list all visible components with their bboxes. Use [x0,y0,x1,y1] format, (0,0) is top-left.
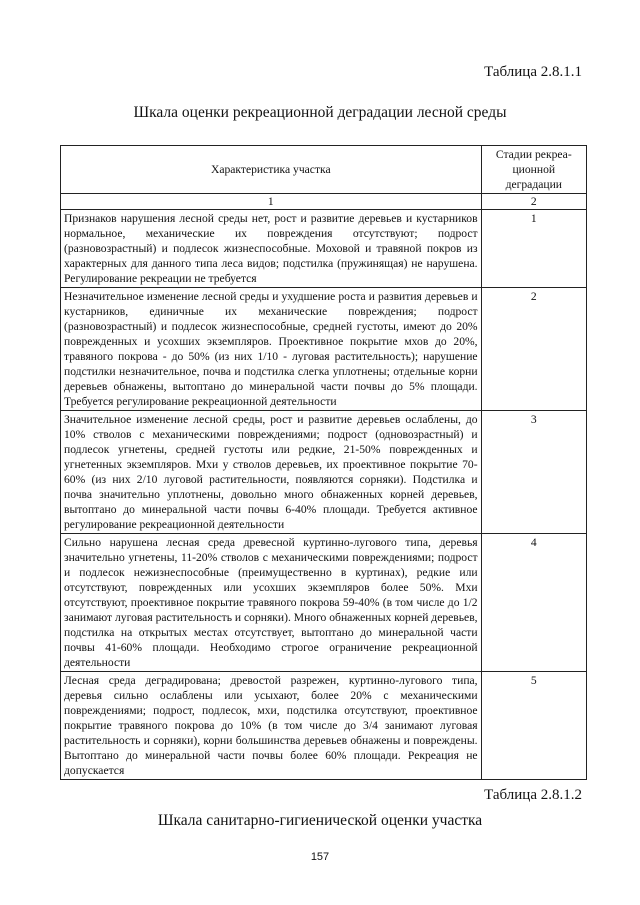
table-row [61,288,587,411]
row-stage: 4 [481,534,586,672]
table-number: Таблица 2.8.1.1 [484,64,582,80]
row-stage: 1 [481,210,586,288]
table-title-2: Шкала санитарно-гигиенической оценки участка [157,812,483,829]
table-header-row [61,146,587,194]
row-description: Сильно нарушена лесная среда древесной куртинно-лугового типа, деревья значительно угнетены, 11-20% стволов с механическими повреждениями; подрост и подлесок нежизнеспособные (преимущественно в куртинах), редкие или отсутствуют, поврежденных или усохших экземпляров более 50%. Мхи отсутствуют, проективное покрытие травяного покрова 59-40% (в том числе до 1/2 занимают луговая растительность и сорняки). Много обнаженных корней деревьев, подстилка на открытых местах отсутствует, вытоптано до минеральной части почвы 41-60% площади. Необходимо строгое ограничение рекреационной деятельности [61,534,482,672]
table-title: Шкала оценки рекреационной деградации лесной среды [133,104,507,121]
page-number: 157 [310,851,330,863]
table-row [61,411,587,534]
row-description: Незначительное изменение лесной среды и ухудшение роста и развития деревьев и кустарников, единичные их механические повреждения; подрост (разновозрастный) и подлесок жизнеспособные, средней густоты, имеют до 20% поврежденных и усохших экземпляров. Проективное покрытие мхов до 20%, травяного покрова - до 50% (из них 1/10 - луговая растительность); нарушение подстилки незначительное, почва и подстилка слегка уплотнены; отдельные корни деревьев обнажены, вытоптано до минеральной части почвы до 5% площади. Требуется регулирование рекреационной деятельности [61,288,482,411]
header-stage: Стадии рекреа-ционной деградации [481,146,586,194]
row-description: Значительное изменение лесной среды, рост и развитие деревьев ослаблены, до 10% стволов с механическими повреждениями; подрост (одновозрастный) и подлесок угнетены, средней густоты или редкие, 21-50% поврежденных и угнетенных экземпляров. Мхи у стволов деревьев, их проективное покрытие 70-60% (из них 2/10 луговой растительности, появляются сорняки). Подстилка и почва значительно уплотнены, довольно много обнаженных корней деревьев, вытоптано до минеральной части почвы 6-40% площади. Требуется активное регулирование рекреационной деятельности [61,411,482,534]
table-row [61,210,587,288]
table-row [61,672,587,780]
header-characteristic: Характеристика участка [61,146,482,194]
degradation-scale-table [60,145,587,780]
row-stage: 5 [481,672,586,780]
column-index-row [61,194,587,210]
column-index-2: 2 [481,194,586,210]
row-description: Лесная среда деградирована; древостой разрежен, куртинно-лугового типа, деревья сильно ослаблены или усыхают, более 20% с механическими повреждениями; подрост, подлесок, мхи, подстилка отсутствуют, проективное покрытие травяного покрова до 10% (в том числе до 3/4 занимают луговая растительность и сорняки), корни большинства деревьев обнажены и повреждены. Вытоптано до минеральной части почвы более 60% площади. Рекреация не допускается [61,672,482,780]
row-stage: 2 [481,288,586,411]
table-row [61,534,587,672]
table-number-2: Таблица 2.8.1.2 [484,787,582,803]
row-description: Признаков нарушения лесной среды нет, рост и развитие деревьев и кустарников нормальное, механические их повреждения отсутствуют; подрост (разновозрастный) и подлесок жизнеспособные. Моховой и травяной покров из характерных для данного типа леса видов; подстилка (пружинящая) не нарушена. Регулирование рекреации не требуется [61,210,482,288]
column-index-1: 1 [61,194,482,210]
row-stage: 3 [481,411,586,534]
